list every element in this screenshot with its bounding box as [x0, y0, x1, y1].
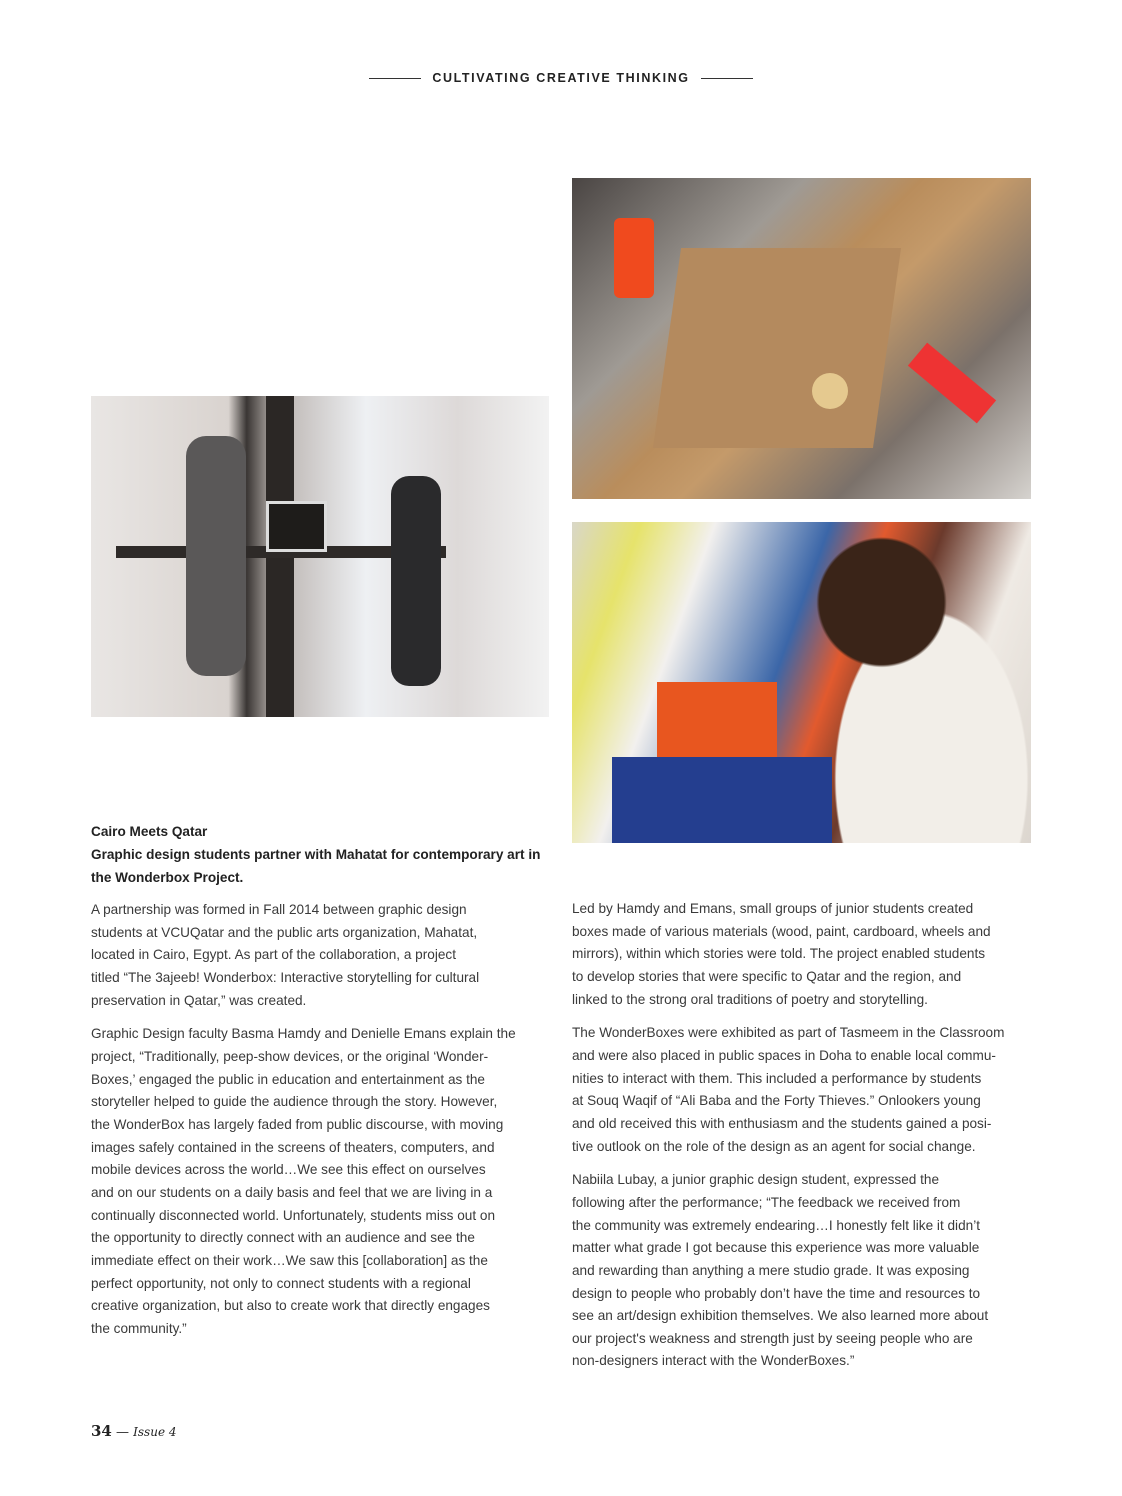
body-paragraph: The WonderBoxes were exhibited as part of Tasmeem in the Classroom and were also placed in public spaces in Doha to enable local commu- nities to interact with them. This included a performance by students at Souq Waqif of “Ali Baba and the Forty Thieves.” Onlookers young and old received this with enthusiasm and the students gained a posi- tive outlook on the role of the design as an agent for social change.	[572, 1025, 1005, 1154]
photo-street-wonderbox-performance	[91, 396, 549, 717]
issue-label: Issue 4	[133, 1425, 177, 1439]
photo-cardboard-wonderbox-workbench	[572, 178, 1031, 499]
body-paragraph: Graphic Design faculty Basma Hamdy and Denielle Emans explain the project, “Traditionally, peep-show devices, or the original ‘Wonder- Boxes,’ engaged the public in education and entertainment as the storyteller helped to guide the audience through the story. However, the WonderBox has largely faded from public discourse, with moving images safely contained in the screens of theaters, computers, and mobile devices across the world…We see this effect on ourselves and on our students on a daily basis and feel that we are living in a continually disconnected world. Unfortunately, students miss out on the opportunity to directly connect with an audience and see the immediate effect on their work…We saw this [collaboration] as the perfect opportunity, not only to connect students with a regional creative organization, but also to create work that directly engages the community.”	[91, 1026, 516, 1336]
body-paragraph: Led by Hamdy and Emans, small groups of junior students created boxes made of various materials (wood, paint, cardboard, wheels and mirrors), within which stories were told. The project enabled students to develop stories that were specific to Qatar and the region, and linked to the strong oral traditions of poetry and storytelling.	[572, 901, 991, 1007]
page-folio	[91, 1410, 559, 1440]
body-paragraph: Nabiila Lubay, a junior graphic design student, expressed the following after the performance; “The feedback we received from the community was extremely endearing…I honestly felt like it didn’t matter what grade I got because this experience was more valuable and rewarding than anything a mere studio grade. It was exposing design to people who probably don’t have the time and resources to see an art/design exhibition themselves. We also learned more about our project's weakness and strength just by seeing people who are non-designers interact with the WonderBoxes.”	[572, 1172, 989, 1369]
page-number: 34	[91, 1422, 112, 1440]
header-rule-right	[701, 78, 753, 79]
running-header	[0, 71, 1122, 85]
section-title: CULTIVATING CREATIVE THINKING	[432, 71, 690, 85]
article-title: Cairo Meets Qatar	[91, 824, 208, 839]
article-column-right	[572, 898, 1040, 1384]
body-paragraph: A partnership was formed in Fall 2014 between graphic design students at VCUQatar and the public arts organization, Mahatat, located in Cairo, Egypt. As part of the collaboration, a project titled “The 3ajeeb! Wonderbox: Interactive storytelling for cultural preservation in Qatar,” was created.	[91, 902, 480, 1008]
article-subtitle: Graphic design students partner with Mahatat for contemporary art in the Wonderbox Project.	[91, 847, 541, 885]
folio-separator: —	[116, 1425, 130, 1440]
article-heading	[91, 820, 559, 889]
article-column-left	[91, 820, 559, 1440]
photo-student-interacting-wonderbox	[572, 522, 1031, 843]
header-rule-left	[369, 78, 421, 79]
